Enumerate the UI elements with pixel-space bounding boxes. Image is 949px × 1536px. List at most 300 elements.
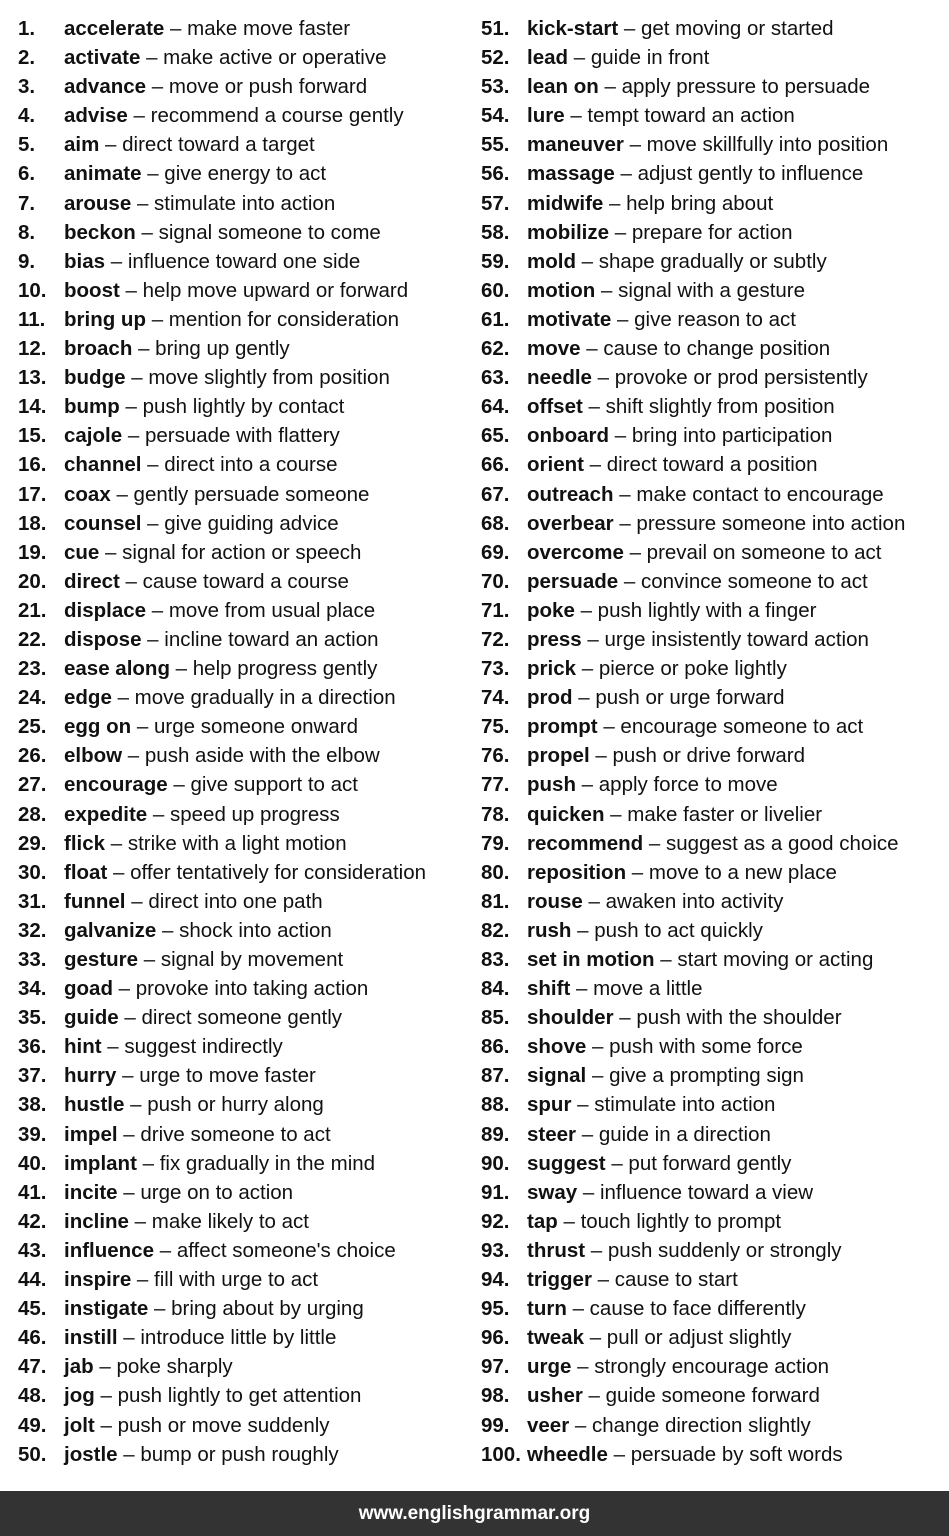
list-item bbox=[18, 1061, 473, 1090]
entry-definition: shock into action bbox=[179, 918, 332, 942]
list-item bbox=[18, 509, 473, 538]
entry-text bbox=[64, 916, 332, 945]
entry-text bbox=[64, 189, 335, 218]
entry-word: offset bbox=[527, 395, 583, 419]
entry-number: 13. bbox=[18, 366, 47, 390]
entry-separator: – bbox=[588, 395, 600, 419]
entry-separator: – bbox=[143, 948, 156, 971]
entry-number: 73. bbox=[481, 657, 510, 681]
entry-word: shove bbox=[527, 1035, 587, 1059]
entry-number: 1. bbox=[18, 17, 36, 40]
list-item bbox=[481, 1032, 946, 1061]
entry-text bbox=[64, 480, 369, 509]
list-item bbox=[18, 858, 473, 887]
entry-number: 3. bbox=[18, 75, 36, 99]
entry-separator: – bbox=[118, 977, 131, 1001]
entry-number: 75. bbox=[481, 715, 510, 739]
entry-text bbox=[527, 1265, 738, 1294]
list-item bbox=[18, 1440, 473, 1469]
entry-separator: – bbox=[136, 1268, 149, 1292]
entry-text bbox=[64, 1149, 375, 1178]
entry-definition: urge to move faster bbox=[139, 1064, 316, 1088]
entry-word: propel bbox=[527, 744, 590, 768]
entry-definition: bring about by urging bbox=[171, 1297, 364, 1321]
entry-separator: – bbox=[112, 860, 125, 884]
entry-separator: – bbox=[581, 773, 594, 797]
entry-separator: – bbox=[141, 220, 153, 244]
entry-word: animate bbox=[64, 162, 142, 186]
list-item bbox=[481, 1061, 946, 1090]
entry-definition: help progress gently bbox=[192, 657, 378, 681]
entry-number: 82. bbox=[481, 918, 510, 942]
list-item bbox=[18, 1120, 473, 1149]
entry-separator: – bbox=[123, 1122, 135, 1146]
entry-word: onboard bbox=[527, 424, 609, 448]
entry-number: 92. bbox=[481, 1209, 510, 1233]
entry-number: 67. bbox=[481, 482, 510, 506]
entry-text bbox=[527, 1061, 804, 1090]
entry-separator: – bbox=[614, 424, 627, 448]
entry-number: 74. bbox=[481, 686, 510, 710]
entry-word: hint bbox=[64, 1035, 102, 1059]
entry-number: 83. bbox=[481, 948, 510, 971]
entry-definition: push lightly by contact bbox=[142, 395, 345, 419]
entry-word: tweak bbox=[527, 1326, 584, 1350]
entry-word: bump bbox=[64, 395, 120, 419]
entry-definition: pull or adjust slightly bbox=[606, 1326, 792, 1350]
entry-word: jog bbox=[64, 1384, 95, 1408]
entry-separator: – bbox=[127, 424, 140, 448]
list-item bbox=[18, 276, 473, 305]
list-item bbox=[18, 1149, 473, 1178]
entry-word: incline bbox=[64, 1209, 129, 1233]
entry-definition: strongly encourage action bbox=[594, 1355, 830, 1379]
entry-definition: pressure someone into action bbox=[636, 511, 906, 535]
list-item bbox=[481, 247, 946, 276]
entry-definition: get moving or started bbox=[640, 17, 834, 40]
list-item bbox=[481, 974, 946, 1003]
entry-word: shift bbox=[527, 977, 571, 1001]
entry-number: 24. bbox=[18, 686, 47, 710]
entry-separator: – bbox=[577, 918, 589, 942]
entry-text bbox=[64, 974, 368, 1003]
list-item bbox=[18, 829, 473, 858]
entry-word: mobilize bbox=[527, 220, 610, 244]
entry-text bbox=[64, 567, 349, 596]
list-item bbox=[18, 1032, 473, 1061]
entry-number: 56. bbox=[481, 162, 510, 186]
entry-word: bias bbox=[64, 249, 106, 273]
list-item bbox=[18, 392, 473, 421]
list-item bbox=[481, 363, 946, 392]
entry-text bbox=[527, 1207, 781, 1236]
entry-definition: direct into one path bbox=[148, 889, 323, 913]
entry-word: impel bbox=[64, 1122, 118, 1146]
list-item bbox=[481, 1003, 946, 1032]
entry-separator: – bbox=[151, 307, 164, 331]
entry-text bbox=[64, 247, 360, 276]
list-item bbox=[18, 770, 473, 799]
entry-definition: make faster or livelier bbox=[627, 802, 823, 826]
list-item bbox=[481, 392, 946, 421]
entry-number: 64. bbox=[481, 395, 510, 419]
entry-text bbox=[64, 509, 339, 538]
entry-number: 89. bbox=[481, 1122, 510, 1146]
entry-number: 18. bbox=[18, 511, 47, 535]
entry-word: orient bbox=[527, 453, 584, 477]
entry-definition: signal by movement bbox=[160, 948, 344, 971]
list-item bbox=[481, 770, 946, 799]
entry-separator: – bbox=[586, 337, 598, 361]
entry-definition: push lightly with a finger bbox=[597, 598, 817, 622]
entry-number: 88. bbox=[481, 1093, 510, 1117]
entry-text bbox=[64, 538, 361, 567]
entry-number: 37. bbox=[18, 1064, 47, 1088]
entry-separator: – bbox=[170, 17, 182, 40]
entry-word: jostle bbox=[64, 1442, 118, 1466]
entry-definition: cause toward a course bbox=[142, 569, 349, 593]
entry-text bbox=[64, 1294, 364, 1323]
entry-word: jab bbox=[64, 1355, 94, 1379]
list-item bbox=[481, 916, 946, 945]
entry-word: rush bbox=[527, 918, 572, 942]
entry-text bbox=[64, 363, 390, 392]
entry-text bbox=[64, 1236, 396, 1265]
entry-text bbox=[527, 829, 899, 858]
entry-word: massage bbox=[527, 162, 615, 186]
entry-text bbox=[527, 625, 869, 654]
entry-word: influence bbox=[64, 1238, 154, 1262]
entry-definition: awaken into activity bbox=[605, 889, 784, 913]
list-item bbox=[18, 945, 473, 974]
entry-number: 20. bbox=[18, 569, 47, 593]
entry-separator: – bbox=[131, 889, 143, 913]
entry-definition: push or move suddenly bbox=[117, 1413, 330, 1437]
entry-definition: push to act quickly bbox=[594, 918, 763, 942]
entry-number: 59. bbox=[481, 249, 510, 273]
list-item bbox=[481, 72, 946, 101]
entry-text bbox=[64, 1411, 330, 1440]
entry-text bbox=[527, 276, 805, 305]
entry-text bbox=[527, 1323, 791, 1352]
entry-number: 26. bbox=[18, 744, 47, 768]
list-item bbox=[18, 450, 473, 479]
entry-separator: – bbox=[122, 1064, 134, 1088]
entry-text bbox=[527, 189, 773, 218]
entry-text bbox=[64, 218, 381, 247]
entry-definition: encourage someone to act bbox=[620, 715, 864, 739]
entry-separator: – bbox=[589, 453, 602, 477]
entry-text bbox=[64, 1265, 318, 1294]
entry-definition: provoke into taking action bbox=[135, 977, 369, 1001]
entry-text bbox=[64, 43, 387, 72]
entry-word: flick bbox=[64, 831, 106, 855]
entry-text bbox=[64, 334, 290, 363]
entry-number: 10. bbox=[18, 278, 47, 302]
entry-number: 12. bbox=[18, 337, 47, 361]
entry-definition: give energy to act bbox=[164, 162, 327, 186]
entry-definition: poke sharply bbox=[116, 1355, 233, 1379]
entry-number: 8. bbox=[18, 220, 36, 244]
entry-word: cue bbox=[64, 540, 100, 564]
entry-word: prod bbox=[527, 686, 573, 710]
entry-number: 98. bbox=[481, 1384, 510, 1408]
entry-definition: stimulate into action bbox=[594, 1093, 776, 1117]
entry-number: 72. bbox=[481, 627, 510, 651]
entry-word: thrust bbox=[527, 1238, 586, 1262]
entry-text bbox=[527, 72, 870, 101]
entry-separator: – bbox=[581, 657, 594, 681]
entry-text bbox=[64, 683, 396, 712]
entry-separator: – bbox=[107, 1035, 119, 1059]
list-item bbox=[18, 1207, 473, 1236]
entry-separator: – bbox=[648, 831, 661, 855]
entry-separator: – bbox=[572, 1297, 584, 1321]
entry-separator: – bbox=[131, 366, 143, 390]
list-item bbox=[481, 130, 946, 159]
entry-word: hustle bbox=[64, 1093, 125, 1117]
entry-definition: suggest indirectly bbox=[124, 1035, 283, 1059]
entry-separator: – bbox=[577, 1093, 589, 1117]
entry-word: accelerate bbox=[64, 17, 165, 40]
list-item bbox=[481, 712, 946, 741]
entry-separator: – bbox=[619, 511, 631, 535]
entry-separator: – bbox=[597, 366, 610, 390]
entry-definition: guide someone forward bbox=[605, 1384, 820, 1408]
entry-word: rouse bbox=[527, 889, 583, 913]
entry-number: 95. bbox=[481, 1297, 510, 1321]
entry-word: motivate bbox=[527, 307, 612, 331]
entry-number: 49. bbox=[18, 1413, 47, 1437]
entry-definition: give a prompting sign bbox=[609, 1064, 804, 1088]
list-item bbox=[18, 1090, 473, 1119]
entry-separator: – bbox=[660, 948, 672, 971]
entry-separator: – bbox=[610, 802, 622, 826]
entry-word: float bbox=[64, 860, 108, 884]
list-item bbox=[481, 945, 946, 974]
entry-number: 5. bbox=[18, 133, 36, 157]
entry-definition: provoke or prod persistently bbox=[614, 366, 868, 390]
entry-text bbox=[64, 625, 379, 654]
entry-definition: fix gradually in the mind bbox=[159, 1151, 376, 1175]
entry-definition: make contact to encourage bbox=[636, 482, 884, 506]
list-item bbox=[481, 1236, 946, 1265]
entry-definition: recommend a course gently bbox=[150, 104, 404, 128]
entry-text bbox=[527, 334, 830, 363]
entry-word: midwife bbox=[527, 191, 604, 215]
list-item bbox=[481, 829, 946, 858]
word-list-right-column bbox=[481, 14, 946, 1469]
entry-word: dispose bbox=[64, 627, 142, 651]
entry-word: gesture bbox=[64, 948, 139, 971]
entry-definition: urge on to action bbox=[140, 1180, 294, 1204]
list-item bbox=[18, 1178, 473, 1207]
entry-separator: – bbox=[125, 395, 137, 419]
entry-separator: – bbox=[604, 75, 616, 99]
entry-text bbox=[64, 1323, 336, 1352]
entry-text bbox=[527, 43, 709, 72]
entry-definition: cause to change position bbox=[603, 337, 831, 361]
entry-number: 23. bbox=[18, 657, 47, 681]
entry-definition: speed up progress bbox=[169, 802, 340, 826]
entry-text bbox=[64, 887, 323, 916]
entry-word: edge bbox=[64, 686, 112, 710]
entry-text bbox=[64, 450, 337, 479]
entry-definition: push lightly to get attention bbox=[117, 1384, 362, 1408]
entry-definition: signal for action or speech bbox=[122, 540, 362, 564]
entry-definition: guide in a direction bbox=[598, 1122, 771, 1146]
entry-text bbox=[527, 480, 884, 509]
entry-number: 29. bbox=[18, 831, 47, 855]
entry-word: needle bbox=[527, 366, 592, 390]
entry-separator: – bbox=[123, 1180, 135, 1204]
entry-separator: – bbox=[590, 1238, 603, 1262]
entry-number: 40. bbox=[18, 1151, 47, 1175]
entry-number: 33. bbox=[18, 948, 47, 971]
entry-separator: – bbox=[127, 744, 140, 768]
entry-separator: – bbox=[581, 249, 594, 273]
entry-word: usher bbox=[527, 1384, 583, 1408]
entry-number: 78. bbox=[481, 802, 510, 826]
list-item bbox=[18, 625, 473, 654]
entry-word: implant bbox=[64, 1151, 137, 1175]
entry-number: 48. bbox=[18, 1384, 47, 1408]
list-item bbox=[481, 1323, 946, 1352]
entry-definition: direct into a course bbox=[164, 453, 338, 477]
entry-definition: move from usual place bbox=[168, 598, 376, 622]
entry-number: 42. bbox=[18, 1209, 47, 1233]
entry-number: 79. bbox=[481, 831, 510, 855]
entry-number: 45. bbox=[18, 1297, 47, 1321]
entry-word: boost bbox=[64, 278, 120, 302]
list-item bbox=[18, 1265, 473, 1294]
entry-text bbox=[527, 1294, 806, 1323]
entry-definition: urge insistently toward action bbox=[604, 627, 869, 651]
entry-text bbox=[527, 887, 783, 916]
entry-word: maneuver bbox=[527, 133, 624, 157]
entry-text bbox=[527, 1149, 791, 1178]
entry-word: arouse bbox=[64, 191, 132, 215]
entry-word: steer bbox=[527, 1122, 577, 1146]
entry-separator: – bbox=[582, 1180, 595, 1204]
list-item bbox=[481, 509, 946, 538]
entry-text bbox=[64, 1440, 339, 1469]
entry-separator: – bbox=[617, 307, 629, 331]
entry-separator: – bbox=[591, 1064, 604, 1088]
list-item bbox=[481, 1090, 946, 1119]
list-item bbox=[18, 101, 473, 130]
entry-separator: – bbox=[577, 1355, 589, 1379]
entry-definition: persuade by soft words bbox=[630, 1442, 843, 1466]
entry-separator: – bbox=[99, 1355, 111, 1379]
entry-text bbox=[527, 741, 805, 770]
entry-number: 22. bbox=[18, 627, 47, 651]
entry-word: poke bbox=[527, 598, 575, 622]
entry-text bbox=[64, 1381, 361, 1410]
entry-number: 50. bbox=[18, 1442, 47, 1466]
entry-definition: move gradually in a direction bbox=[134, 686, 396, 710]
entry-separator: – bbox=[595, 744, 607, 768]
entry-separator: – bbox=[116, 482, 128, 506]
entry-word: wheedle bbox=[527, 1442, 608, 1466]
list-item bbox=[481, 1411, 946, 1440]
list-item bbox=[18, 189, 473, 218]
entry-word: channel bbox=[64, 453, 142, 477]
entry-number: 85. bbox=[481, 1006, 510, 1030]
entry-separator: – bbox=[142, 1151, 155, 1175]
list-item bbox=[18, 654, 473, 683]
entry-separator: – bbox=[154, 1297, 166, 1321]
entry-text bbox=[64, 159, 326, 188]
entry-number: 2. bbox=[18, 46, 36, 70]
entry-definition: help move upward or forward bbox=[142, 278, 409, 302]
list-item bbox=[18, 159, 473, 188]
entry-definition: shift slightly from position bbox=[605, 395, 835, 419]
entry-text bbox=[64, 1120, 331, 1149]
list-item bbox=[481, 1207, 946, 1236]
entry-text bbox=[64, 1003, 342, 1032]
entry-word: cajole bbox=[64, 424, 123, 448]
list-item bbox=[481, 276, 946, 305]
entry-number: 94. bbox=[481, 1268, 510, 1292]
entry-text bbox=[527, 683, 785, 712]
entry-definition: help bring about bbox=[626, 191, 774, 215]
entry-number: 43. bbox=[18, 1238, 47, 1262]
entry-definition: pierce or poke lightly bbox=[598, 657, 787, 681]
entry-separator: – bbox=[589, 1326, 602, 1350]
entry-number: 11. bbox=[18, 307, 46, 331]
entry-word: inspire bbox=[64, 1268, 132, 1292]
entry-definition: introduce little by little bbox=[140, 1326, 337, 1350]
entry-number: 19. bbox=[18, 540, 47, 564]
entry-definition: bring up gently bbox=[155, 337, 290, 361]
entry-text bbox=[527, 130, 888, 159]
entry-number: 6. bbox=[18, 162, 36, 186]
entry-word: encourage bbox=[64, 773, 168, 797]
entry-text bbox=[527, 1440, 843, 1469]
entry-text bbox=[527, 800, 822, 829]
entry-text bbox=[527, 654, 787, 683]
entry-number: 27. bbox=[18, 773, 47, 797]
entry-separator: – bbox=[623, 569, 636, 593]
entry-number: 100. bbox=[481, 1442, 521, 1466]
entry-separator: – bbox=[151, 598, 164, 622]
entry-definition: push suddenly or strongly bbox=[607, 1238, 842, 1262]
list-item bbox=[18, 480, 473, 509]
entry-definition: signal with a gesture bbox=[618, 278, 806, 302]
entry-text bbox=[64, 654, 377, 683]
entry-definition: suggest as a good choice bbox=[666, 831, 899, 855]
entry-text bbox=[64, 276, 408, 305]
entry-word: shoulder bbox=[527, 1006, 614, 1030]
entry-word: outreach bbox=[527, 482, 614, 506]
entry-word: goad bbox=[64, 977, 113, 1001]
entry-separator: – bbox=[611, 1151, 623, 1175]
entry-text bbox=[64, 741, 380, 770]
entry-separator: – bbox=[587, 627, 599, 651]
entry-number: 84. bbox=[481, 977, 510, 1001]
entry-number: 62. bbox=[481, 337, 510, 361]
entry-word: lean on bbox=[527, 75, 599, 99]
entry-text bbox=[527, 974, 702, 1003]
list-item bbox=[18, 130, 473, 159]
entry-word: tap bbox=[527, 1209, 558, 1233]
entry-text bbox=[64, 392, 344, 421]
entry-word: persuade bbox=[527, 569, 619, 593]
list-item bbox=[18, 1294, 473, 1323]
entry-text bbox=[64, 101, 404, 130]
entry-number: 9. bbox=[18, 249, 36, 273]
